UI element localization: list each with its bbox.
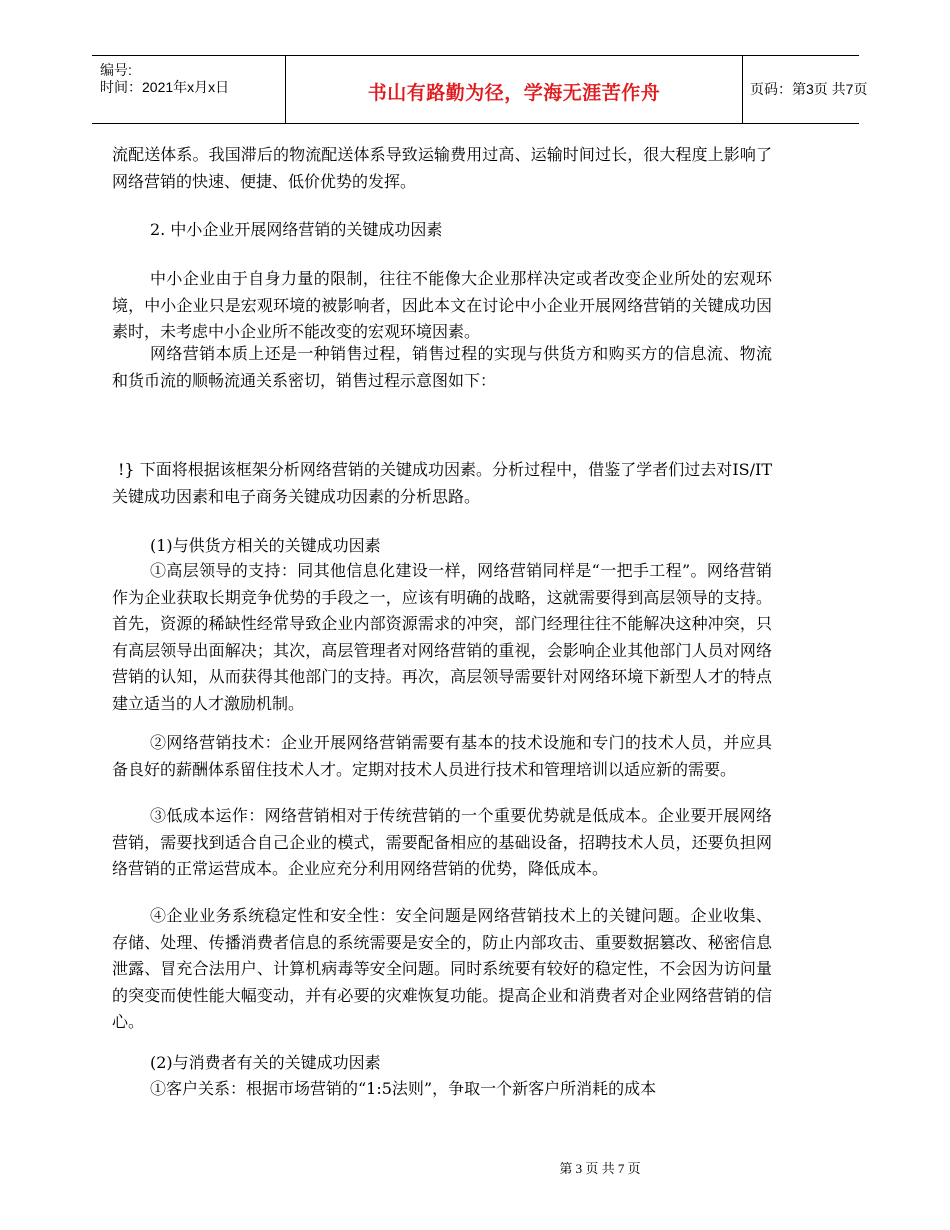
document-header bbox=[92, 55, 868, 124]
subheading-supplier-factors: (1)与供货方相关的关键成功因素 bbox=[150, 536, 381, 555]
subheading-consumer-factors: (2)与消费者有关的关键成功因素 bbox=[150, 1053, 381, 1072]
paragraph-sales-process: 网络营销本质上还是一种销售过程，销售过程的实现与供货方和购买方的信息流、物流和货币流的顺畅流通关系密切，销售过程示意图如下： bbox=[112, 344, 772, 390]
paragraph-logistics: 流配送体系。我国滞后的物流配送体系导致运输费用过高、运输时间过长，很大程度上影响了网络营销的快速、便捷、低价优势的发挥。 bbox=[112, 145, 772, 191]
document-number-label: 编号: bbox=[100, 62, 132, 78]
page-footer: 第 3 页 共 7 页 bbox=[559, 1161, 641, 1176]
header-middle-cell bbox=[285, 56, 743, 123]
page-info: 页码：第3页 共7页 bbox=[750, 81, 868, 97]
paragraph-framework-analysis: !} 下面将根据该框架分析网络营销的关键成功因素。分析过程中，借鉴了学者们过去对IS/IT关键成功因素和电子商务关键成功因素的分析思路。 bbox=[112, 460, 772, 506]
document-time-label: 时间：2021年x月x日 bbox=[100, 79, 230, 95]
header-motto: 书山有路勤为径，学海无涯苦作舟 bbox=[367, 82, 661, 104]
factor-marketing-technology: ②网络营销技术：企业开展网络营销需要有基本的技术设施和专门的技术人员，并应具备良好的薪酬体系留住技术人才。定期对技术人员进行技术和管理培训以适应新的需要。 bbox=[112, 733, 772, 779]
factor-customer-relationship: ①客户关系：根据市场营销的“1:5法则”，争取一个新客户所消耗的成本 bbox=[150, 1079, 657, 1098]
paragraph-sme-constraints: 中小企业由于自身力量的限制，往往不能像大企业那样决定或者改变企业所处的宏观环境，中小企业只是宏观环境的被影响者，因此本文在讨论中小企业开展网络营销的关键成功因素时，未考虑中小企业所不能改变的宏观环境因素。 bbox=[112, 269, 772, 341]
section-heading-2: 2. 中小企业开展网络营销的关键成功因素 bbox=[150, 220, 443, 239]
factor-low-cost-operation: ③低成本运作：网络营销相对于传统营销的一个重要优势就是低成本。企业要开展网络营销，需要找到适合自己企业的模式，需要配备相应的基础设备，招聘技术人员，还要负担网络营销的正常运营成本。企业应充分利用网络营销的优势，降低成本。 bbox=[112, 806, 772, 878]
header-left-cell bbox=[92, 56, 285, 123]
header-right-cell bbox=[742, 56, 868, 123]
factor-senior-leadership: ①高层领导的支持：同其他信息化建设一样，网络营销同样是“一把手工程”。网络营销作为企业获取长期竞争优势的手段之一，应该有明确的战略，这就需要得到高层领导的支持。首先，资源的稀缺性经常导致企业内部资源需求的冲突，部门经理往往不能解决这种冲突，只有高层领导出面解决；其次，高层管理者对网络营销的重视，会影响企业其他部门人员对网络营销的认知，从而获得其他部门的支持。再次，高层领导需要针对网络环境下新型人才的特点建立适当的人才激励机制。 bbox=[112, 561, 772, 713]
factor-system-stability-security: ④企业业务系统稳定性和安全性：安全问题是网络营销技术上的关键问题。企业收集、存储、处理、传播消费者信息的系统需要是安全的，防止内部攻击、重要数据篡改、秘密信息泄露、冒充合法用户、计算机病毒等安全问题。同时系统要有较好的稳定性，不会因为访问量的突变而使性能大幅变动，并有必要的灾难恢复功能。提高企业和消费者对企业网络营销的信心。 bbox=[112, 906, 772, 1031]
